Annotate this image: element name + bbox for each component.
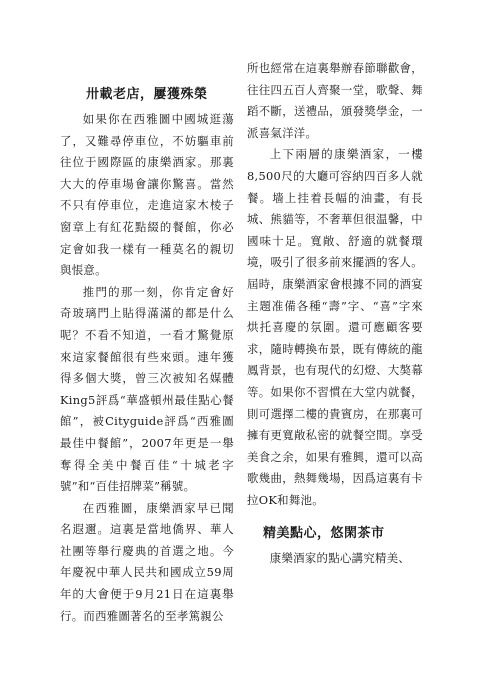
right-column bbox=[247, 58, 423, 570]
paragraph: 在西雅圖，康樂酒家早已聞名遐邇。這裏是當地僑界、華人社團等舉行慶典的首選之地。今年慶祝中華人民共和國成立59周年的大會便于9月21日在這裏舉行。而西雅圖著名的至孝篤親公 bbox=[60, 500, 234, 623]
paragraph-continued: 所也經常在這裏舉辦春節聯歡會，往往四五百人齊聚一堂，歌聲、舞蹈不斷，送禮品，頒發獎學金，一派喜氣洋洋。 bbox=[247, 61, 423, 140]
left-column bbox=[60, 86, 234, 627]
paragraph: 推門的那一刻，你肯定會好奇玻璃門上貼得滿滿的都是什么呢？不看不知道，一看才驚覺原來這家餐館很有些來頭。連年獲得多個大獎，曾三次被知名媒體King5評爲“華盛頓州最佳點心餐館”，被Cityguide評爲“西雅圖最佳中餐館”，2007年更是一舉奪得全美中餐百佳“十城老字號”和“百佳招牌菜”稱號。 bbox=[60, 284, 234, 494]
section-heading-old-shop: 卅載老店，屢獲殊榮 bbox=[86, 87, 208, 102]
section-heading-dim-sum: 精美點心，悠閑茶市 bbox=[263, 526, 385, 542]
paragraph: 康樂酒家的點心講究精美、 bbox=[269, 551, 411, 566]
paragraph: 如果你在西雅圖中國城逛蕩了，又難尋停車位，不妨驅車前往位于國際區的康樂酒家。那裏大大的停車場會讓你驚喜。當然不只有停車位，走進這家木棱子窗章上有紅花點綴的餐館，你必定會如我一樣有一種莫名的親切與悵意。 bbox=[60, 112, 234, 278]
section-spacer bbox=[247, 511, 423, 525]
paragraph: 上下兩層的康樂酒家，一樓8,500尺的大廳可容納四百多人就餐。墻上挂着長幅的油畫，有長城、熊貓等，不奢華但很温馨，中國味十足。寬敞、舒適的就餐環境，吸引了很多前來擺酒的客人。屆時，康樂酒家會根據不同的酒宴主題准備各種“壽”字、“喜”字來烘托喜慶的氛圍。還可應顧客要求，隨時轉換布景，既有傳統的龍鳳背景，也有現代的幻燈、大獒幕等。如果你不習慣在大堂内就餐，則可選擇二樓的貴賓房，在那裏可擁有更寬敞私密的就餐空間。享受美食之余，如果有雅興，還可以高歌幾曲，熱舞幾場，因爲這裏有卡拉OK和舞池。 bbox=[247, 147, 423, 507]
